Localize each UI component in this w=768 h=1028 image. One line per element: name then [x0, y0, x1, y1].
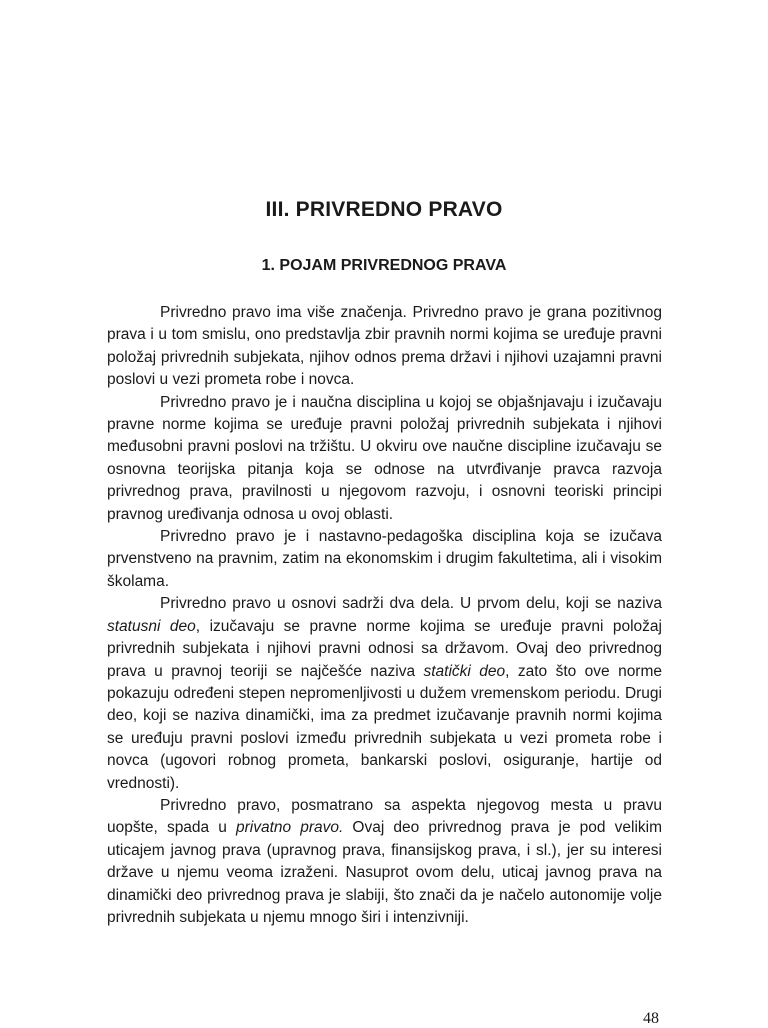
page-number: 48 [643, 1010, 659, 1027]
chapter-title: III. PRIVREDNO PRAVO [265, 198, 503, 221]
paragraph-meanings: Privredno pravo ima više značenja. Privredno pravo je grana pozitivnog prava i u tom smislu, ono predstavlja zbir pravnih normi kojima se uređuje pravni položaj privrednih subjekata, njihov odnos prema državi i njihovi uzajamni pravni poslovi u vezi prometa robe i novca. [107, 304, 662, 389]
paragraph-scientific-discipline: Privredno pravo je i naučna disciplina u kojoj se objašnjavaju i izučavaju pravne norme kojima se uređuje pravni položaj privrednih subjekata i njihovi međusobni pravni poslovi na tržištu. U okviru ove naučne discipline izučavaju se osnovna teorijska pitanja koja se odnose na utvrđivanje pravca razvoja privrednog prava, pravilnosti u njegovom razvoju, i osnovni teoriski principi pravnog uređivanja odnosa u ovoj oblasti. [107, 393, 662, 523]
section-title: 1. POJAM PRIVREDNOG PRAVA [261, 257, 507, 274]
paragraph-private-law [107, 795, 662, 929]
paragraph-private-law-text-2: Ovaj deo privrednog prava je pod velikim uticajem javnog prava (upravnog prava, finansijskog prava, i sl.), jer su interesi države u njemu veoma izraženi. Nasuprot ovom delu, uticaj javnog prava na dinamički deo privrednog prava je slabiji, što znači da je načelo autonomije volje privrednih subjekata u njemu mnogo širi i intenzivniji. [107, 819, 662, 926]
paragraph-two-parts-text-3: , zato što ove norme pokazuju određeni stepen nepromenljivosti u dužem vremenskom periodu. Drugi deo, koji se naziva dinamički, ima za predmet izučavanje pravnih normi kojima se uređuju pravni poslovi između privrednih subjekata u vezi prometa robe i novca (ugovori robnog prometa, bankarski poslovi, osiguranje, hartije od vrednosti). [107, 662, 663, 792]
paragraph-two-parts-text-2: , izučavaju se pravne norme kojima se uređuje pravni položaj privrednih subjekata i njihovi pravni odnosi sa državom. Ovaj deo privrednog prava u pravnoj teoriji se najčešće naziva [107, 617, 662, 680]
paragraph-two-parts-text-1: Privredno pravo u osnovi sadrži dva dela. U prvom delu, koji se naziva [160, 595, 662, 613]
paragraph-private-law-text-1: Privredno pravo, posmatrano sa aspekta njegovog mesta u pravu uopšte, spada u [107, 796, 662, 837]
body-text [107, 302, 662, 929]
term-statusni-deo: statusni deo [107, 617, 196, 635]
paragraph-teaching-discipline: Privredno pravo je i nastavno-pedagoška disciplina koja se izučava prvenstveno na pravnim, zatim na ekonomskim i drugim fakultetima, ali i visokim školama. [107, 528, 662, 590]
term-privatno-pravo: privatno pravo. [235, 819, 344, 837]
paragraph-two-parts [107, 593, 662, 795]
term-staticki-deo: statički deo [423, 662, 506, 680]
